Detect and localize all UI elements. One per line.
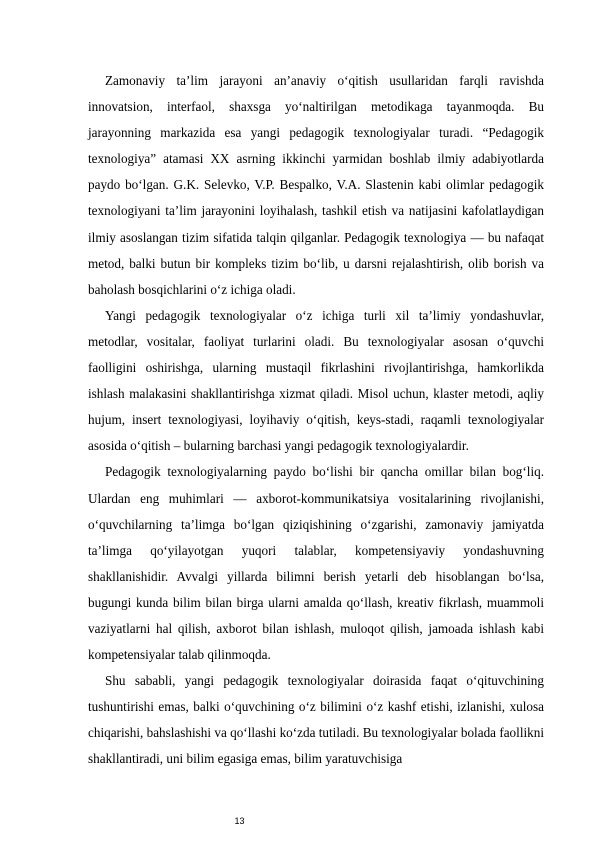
document-page [88,68,544,773]
page-number: 13 [234,816,245,826]
paragraph-4: Shu sababli, yangi pedagogik texnologiyalar doirasida faqat o‘qituvchining tushuntirishi emas, balki o‘quvchining o‘z bilimini o‘z kashf etishi, izlanishi, xulosa chiqarishi, bahslashishi va qo‘llashi ko‘zda tutiladi. Bu texnologiyalar bolada faollikni shakllantiradi, uni bilim egasiga emas, bilim yaratuvchisiga [88,673,544,767]
paragraph-2: Yangi pedagogik texnologiyalar o‘z ichiga turli xil ta’limiy yondashuvlar, metodlar, vositalar, faoliyat turlarini oladi. Bu texnologiyalar asosan o‘quvchi faolligini oshirishga, ularning mustaqil fikrlashini rivojlantirishga, hamkorlikda ishlash malakasini shakllantirishga xizmat qiladi. Misol uchun, klaster metodi, aqliy hujum, insert texnologiyasi, loyihaviy o‘qitish, keys-stadi, raqamli texnologiyalar asosida o‘qitish – bularning barchasi yangi pedagogik texnologiyalardir. [88,307,544,454]
paragraph-3: Pedagogik texnologiyalarning paydo bo‘lishi bir qancha omillar bilan bog‘liq. Ulardan eng muhimlari — axborot-kommunikatsiya vositalarining rivojlanishi, o‘quvchilarning ta’limga bo‘lgan qiziqishining o‘zgarishi, zamonaviy jamiyatda ta’limga qo‘yilayotgan yuqori talablar, kompetensiyaviy yondashuvning shakllanishidir. Avvalgi yillarda bilimni berish yetarli deb hisoblangan bo‘lsa, bugungi kunda bilim bilan birga ularni amalda qo‘llash, kreativ fikrlash, muammoli vaziyatlarni hal qilish, axborot bilan ishlash, muloqot qilish, jamoada ishlash kabi kompetensiyalar talab qilinmoqda. [88,464,544,663]
paragraph-1: Zamonaviy ta’lim jarayoni an’anaviy o‘qitish usullaridan farqli ravishda innovatsion, interfaol, shaxsga yo‘naltirilgan metodikaga tayanmoqda. Bu jarayonning markazida esa yangi pedagogik texnologiyalar turadi. “Pedagogik texnologiya” atamasi XX asrning ikkinchi yarmidan boshlab ilmiy adabiyotlarda paydo bo‘lgan. G.K. Selevko, V.P. Bespalko, V.A. Slastenin kabi olimlar pedagogik texnologiyani ta’lim jarayonini loyihalash, tashkil etish va natijasini kafolatlaydigan ilmiy asoslangan tizim sifatida talqin qilganlar. Pedagogik texnologiya — bu nafaqat metod, balki butun bir kompleks tizim bo‘lib, u darsni rejalashtirish, olib borish va baholash bosqichlarini o‘z ichiga oladi. [88,73,544,297]
